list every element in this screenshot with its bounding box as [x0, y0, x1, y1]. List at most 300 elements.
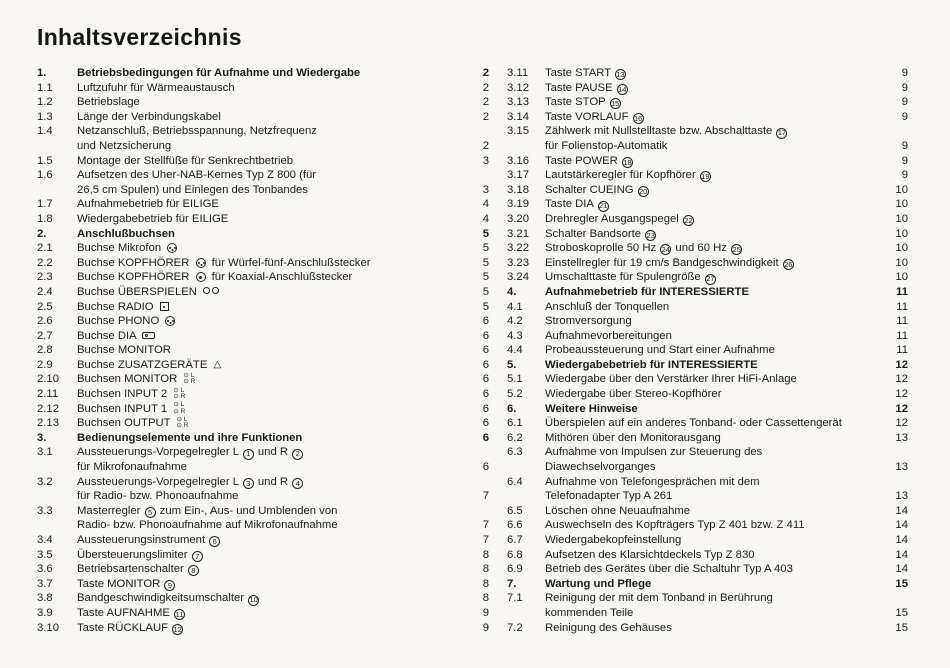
entry-label [77, 402, 463, 417]
entry-label [545, 504, 882, 519]
entry-page-number: 12 [895, 358, 908, 371]
entry-label-line: Schalter CUEING 20 [545, 183, 648, 196]
toc-entry [37, 431, 489, 446]
entry-label [545, 591, 882, 620]
circled-ref-number: 25 [732, 245, 741, 255]
circled-ref-number: 14 [618, 84, 627, 94]
entry-page-number: 9 [901, 139, 908, 152]
circled-ref-number: 11 [175, 609, 184, 619]
toc-entry [37, 110, 489, 125]
entry-number: 3.2 [37, 475, 53, 488]
entry-label-line: Taste PAUSE 14 [545, 81, 627, 94]
entry-number: 2.10 [37, 373, 59, 386]
entry-label-line: Reinigung der mit dem Tonband in Berührung [545, 592, 773, 605]
entry-number: 2.1 [37, 242, 53, 255]
toc-entry [507, 256, 908, 271]
entry-number: 7.2 [507, 621, 523, 634]
toc-entry [37, 256, 489, 271]
entry-label [545, 154, 882, 169]
entry-label-line: Anschlußbuchsen [77, 227, 175, 240]
stereo-lr-sockets-icon [173, 388, 185, 401]
toc-entry [37, 300, 489, 315]
entry-label-line: Drehregler Ausgangspegel 22 [545, 212, 693, 225]
entry-label [77, 372, 463, 387]
entry-page-number: 9 [901, 110, 908, 123]
entry-label-line: Taste POWER 18 [545, 154, 632, 167]
entry-page-number: 11 [896, 285, 908, 298]
entry-label [77, 154, 463, 169]
entry-label-line: Wartung und Pflege [545, 577, 652, 590]
entry-page-number: 8 [482, 563, 489, 576]
toc-entry [507, 372, 908, 387]
circled-ref-number: 21 [598, 201, 608, 211]
circled-ref-number: 9 [164, 580, 175, 591]
toc-entry [507, 197, 908, 212]
entry-label [545, 300, 882, 315]
entry-page-number: 4 [482, 198, 489, 211]
entry-label-line: Buchse DIA [77, 329, 457, 344]
entry-label-line: Buchsen INPUT 1 ⊙ L ⊙ R [77, 402, 457, 417]
entry-number: 3.7 [37, 577, 53, 590]
entry-number: 3.17 [507, 169, 529, 182]
entry-label [77, 621, 463, 636]
toc-entry [507, 110, 908, 125]
toc-entry [507, 402, 908, 417]
entry-number: 2.12 [37, 402, 59, 415]
entry-label-line: Überspielen auf ein anderes Tonband- oder Cassettengerät [545, 417, 842, 430]
entry-label-line: Aufnahme von Impulsen zur Steuerung des [545, 446, 763, 459]
entry-page-number: 2 [482, 67, 489, 79]
toc-entry [37, 606, 489, 621]
entry-number: 3.13 [507, 96, 529, 109]
radio-socket-icon [160, 302, 169, 311]
entry-label [545, 387, 882, 402]
entry-label [77, 591, 463, 606]
entry-number: 3.5 [37, 548, 53, 561]
entry-page-number: 5 [482, 300, 489, 313]
toc-column-right [507, 66, 908, 635]
entry-label [545, 475, 882, 504]
toc-entry [37, 212, 489, 227]
toc-entry [37, 577, 489, 592]
entry-page-number: 11 [896, 329, 908, 342]
entry-number: 2.4 [37, 285, 53, 298]
circled-ref-number: 16 [633, 113, 643, 123]
entry-label [545, 562, 882, 577]
entry-number: 2.13 [37, 417, 59, 430]
entry-page-number: 9 [901, 67, 908, 79]
entry-number: 3.12 [507, 81, 529, 94]
entry-page-number: 6 [482, 388, 489, 401]
entry-label-line: Buchse PHONO [77, 314, 457, 329]
toc-entry [507, 358, 908, 373]
entry-label-line: Buchsen OUTPUT ⊙ L ⊙ R [77, 416, 457, 431]
entry-number: 6.3 [507, 446, 523, 459]
entry-page-number: 2 [482, 81, 489, 94]
toc-entry [507, 285, 908, 300]
entry-label [77, 110, 463, 125]
entry-label [545, 66, 882, 81]
entry-page-number: 11 [896, 315, 908, 328]
toc-entry [37, 445, 489, 474]
circled-ref-number: 13 [616, 70, 625, 79]
toc-entry [37, 124, 489, 153]
toc-entry [37, 387, 489, 402]
entry-page-number: 10 [895, 227, 908, 240]
entry-page-number: 12 [895, 417, 908, 430]
entry-page-number: 5 [482, 242, 489, 255]
toc-entry [507, 124, 908, 153]
entry-label [77, 387, 463, 402]
entry-page-number: 2 [482, 110, 489, 123]
entry-label [545, 197, 882, 212]
toc-entry [507, 241, 908, 256]
entry-label [545, 227, 882, 242]
entry-number: 2.9 [37, 358, 53, 371]
entry-label-line: Taste STOP 15 [545, 96, 620, 109]
entry-label [77, 329, 463, 344]
circled-ref-number: 12 [173, 624, 182, 634]
entry-label [545, 402, 882, 417]
entry-number: 2.2 [37, 256, 53, 269]
entry-page-number: 14 [895, 519, 908, 532]
entry-page-number: 7 [482, 519, 489, 532]
toc-entry [37, 329, 489, 344]
entry-number: 3.1 [37, 446, 53, 459]
entry-page-number: 11 [896, 300, 908, 313]
entry-number: 3.15 [507, 125, 529, 138]
entry-number: 4.1 [507, 300, 523, 313]
toc-entry [37, 591, 489, 606]
entry-page-number: 10 [895, 198, 908, 211]
entry-label-line: und Netzsicherung [77, 139, 172, 152]
entry-number: 3.8 [37, 592, 53, 605]
circled-ref-number: 8 [188, 565, 199, 576]
entry-page-number: 7 [482, 490, 489, 503]
toc-entry [507, 577, 908, 592]
entry-label-line: Probeaussteuerung und Start einer Aufnahme [545, 344, 775, 357]
toc-entry [37, 372, 489, 387]
entry-page-number: 3 [482, 154, 489, 167]
entry-label [545, 95, 882, 110]
entry-label [77, 285, 463, 300]
toc-entry [37, 270, 489, 285]
entry-label-line: Luftzufuhr für Wärmeaustausch [77, 81, 235, 94]
entry-number: 3. [37, 431, 47, 444]
entry-page-number: 6 [482, 461, 489, 474]
toc-entry [37, 285, 489, 300]
entry-number: 6.7 [507, 534, 523, 546]
entry-page-number: 15 [895, 606, 908, 619]
entry-number: 5. [507, 358, 517, 371]
entry-label-line: Einstellregler für 19 cm/s Bandgeschwindigkeit 26 [545, 256, 793, 269]
entry-label [77, 241, 463, 256]
entry-label [545, 343, 882, 358]
entry-number: 6.1 [507, 417, 523, 430]
entry-label [77, 314, 463, 329]
din-socket-icon [167, 243, 177, 253]
entry-page-number: 5 [482, 256, 489, 269]
toc-entry [37, 533, 489, 548]
entry-page-number: 6 [482, 373, 489, 386]
entry-label [77, 270, 463, 285]
entry-number: 1.5 [37, 154, 53, 167]
entry-number: 3.18 [507, 183, 529, 196]
entry-label [77, 562, 463, 577]
entry-label [77, 416, 463, 431]
entry-number: 4.2 [507, 315, 523, 328]
circled-ref-number: 1 [243, 449, 254, 460]
entry-page-number: 6 [482, 315, 489, 328]
entry-page-number: 6 [482, 329, 489, 342]
toc-entry [507, 431, 908, 446]
page-title: Inhaltsverzeichnis [37, 24, 242, 50]
entry-number: 1. [37, 67, 47, 79]
entry-label-line: Länge der Verbindungskabel [77, 110, 221, 123]
entry-label [77, 212, 463, 227]
entry-label-line: Buchse KOPFHÖRER für Koaxial-Anschlußstecker [77, 271, 353, 284]
entry-label-line: Reinigung des Gehäuses [545, 621, 672, 634]
entry-label [545, 285, 882, 300]
entry-page-number: 10 [895, 242, 908, 255]
entry-label-line: Aufnahme von Telefongesprächen mit dem [545, 475, 760, 488]
entry-label-line: Wiedergabe über Stereo-Kopfhörer [545, 388, 722, 401]
entry-page-number: 12 [895, 388, 908, 401]
stereo-lr-sockets-icon [173, 402, 185, 415]
entry-number: 4. [507, 285, 517, 298]
entry-label [545, 533, 882, 548]
entry-label [545, 183, 882, 198]
entry-page-number: 2 [482, 139, 489, 152]
entry-page-number: 5 [482, 271, 489, 284]
entry-page-number: 14 [895, 534, 908, 546]
entry-label-line: Montage der Stellfüße für Senkrechtbetrieb [77, 154, 294, 167]
entry-number: 3.9 [37, 606, 53, 619]
toc-entry [37, 95, 489, 110]
entry-label [77, 95, 463, 110]
entry-number: 6.4 [507, 475, 523, 488]
toc-entry [507, 314, 908, 329]
toc-entry [37, 548, 489, 563]
entry-label [545, 270, 882, 285]
entry-label [77, 431, 463, 446]
coax-socket-icon [196, 272, 206, 282]
entry-label-line: Löschen ohne Neuaufnahme [545, 504, 691, 517]
toc-entry [507, 66, 908, 81]
entry-label-line: Übersteuerungslimiter 7 [77, 548, 457, 563]
entry-number: 3.3 [37, 504, 53, 517]
entry-number: 4.3 [507, 329, 523, 342]
toc-entry [37, 416, 489, 431]
entry-number: 3.23 [507, 256, 529, 269]
entry-label-line: kommenden Teile [545, 606, 634, 619]
entry-label [545, 431, 882, 446]
entry-page-number: 6 [482, 431, 489, 444]
entry-number: 2. [37, 227, 47, 240]
entry-number: 1.4 [37, 125, 53, 138]
entry-page-number: 14 [895, 548, 908, 561]
toc-entry [507, 227, 908, 242]
entry-number: 7. [507, 577, 517, 590]
entry-page-number: 6 [482, 402, 489, 415]
circled-ref-number: 3 [243, 478, 254, 489]
entry-label [545, 372, 882, 387]
toc-entry [507, 343, 908, 358]
toc-entry [507, 621, 908, 636]
entry-label [77, 504, 463, 533]
entry-page-number: 9 [901, 96, 908, 109]
toc-entry [507, 81, 908, 96]
dual-socket-icon [203, 287, 220, 296]
entry-label [77, 358, 463, 373]
entry-label-line: Bandgeschwindigkeitsumschalter 10 [77, 592, 258, 605]
entry-label-line: Buchse Mikrofon [77, 241, 457, 256]
entry-number: 1.3 [37, 110, 53, 123]
entry-page-number: 9 [901, 169, 908, 182]
entry-label [77, 577, 463, 592]
entry-label-line: Netzanschluß, Betriebsspannung, Netzfrequenz [77, 125, 317, 138]
entry-number: 3.11 [507, 67, 529, 79]
entry-page-number: 5 [482, 227, 489, 240]
entry-label [77, 475, 463, 504]
entry-label-line: Anschluß der Tonquellen [545, 300, 670, 313]
entry-label [545, 416, 882, 431]
entry-label-line: Radio- bzw. Phonoaufnahme auf Mikrofonaufnahme [77, 519, 338, 532]
entry-label [545, 358, 882, 373]
toc-entry [507, 183, 908, 198]
entry-label-line: Wiedergabebetrieb für INTERESSIERTE [545, 358, 758, 371]
entry-page-number: 13 [895, 461, 908, 474]
entry-page-number: 6 [482, 358, 489, 371]
entry-label-line: Stromversorgung [545, 315, 632, 328]
toc-entry [507, 562, 908, 577]
din-socket-icon [165, 316, 175, 326]
entry-label-line: Aussteuerungs-Vorpegelregler L 3 und R 4 [77, 475, 457, 490]
toc-entry [37, 227, 489, 242]
entry-label [545, 621, 882, 636]
entry-label-line: 26,5 cm Spulen) und Einlegen des Tonbandes [77, 183, 308, 196]
entry-page-number: 10 [895, 183, 908, 196]
entry-number: 3.6 [37, 563, 53, 576]
entry-label [545, 548, 882, 563]
circled-ref-number: 23 [646, 230, 655, 240]
entry-page-number: 11 [896, 344, 908, 357]
entry-label [545, 445, 882, 474]
toc-entry [507, 300, 908, 315]
entry-number: 2.5 [37, 300, 53, 313]
entry-label [77, 227, 463, 242]
entry-label-line: Auswechseln des Kopfträgers Typ Z 401 bzw. Z 411 [545, 519, 805, 532]
entry-label-line: Schalter Bandsorte 23 [545, 227, 655, 240]
entry-number: 3.21 [507, 227, 529, 240]
entry-label-line: Taste START 13 [545, 67, 625, 79]
circled-ref-number: 6 [209, 536, 220, 547]
entry-page-number: 10 [895, 256, 908, 269]
entry-label-line: Aufsetzen des Klarsichtdeckels Typ Z 830 [545, 548, 755, 561]
entry-label-line: für Radio- bzw. Phonoaufnahme [77, 490, 239, 503]
entry-page-number: 9 [901, 154, 908, 167]
entry-page-number: 12 [895, 373, 908, 386]
entry-label-line: Weitere Hinweise [545, 402, 638, 415]
toc-entry [507, 270, 908, 285]
entry-page-number: 13 [895, 490, 908, 503]
din-socket-icon [196, 258, 206, 268]
entry-page-number: 9 [482, 621, 489, 634]
entry-number: 3.10 [37, 621, 59, 634]
toc-entry [37, 66, 489, 81]
entry-label-line: Betriebsbedingungen für Aufnahme und Wiedergabe [77, 67, 361, 79]
entry-label-line: Lautstärkeregler für Kopfhörer 19 [545, 169, 710, 182]
entry-label-line: Stroboskoprolle 50 Hz 24 und 60 Hz 25 [545, 242, 741, 255]
entry-label [77, 66, 463, 81]
entry-label-line: Buchse ZUSATZGERÄTE △ [77, 358, 222, 371]
entry-label [545, 518, 882, 533]
entry-label-line: Diawechselvorganges [545, 461, 656, 474]
entry-label-line: Telefonadapter Typ A 261 [545, 490, 673, 503]
entry-label-line: für Folienstop-Automatik [545, 139, 668, 152]
circled-ref-number: 4 [292, 478, 303, 489]
toc-entry [37, 562, 489, 577]
circled-ref-number: 19 [701, 172, 710, 182]
entry-number: 6.8 [507, 548, 523, 561]
toc-entry [507, 329, 908, 344]
entry-label-line: Taste DIA 21 [545, 198, 608, 211]
toc-entry [37, 504, 489, 533]
entry-label-line: Aufnahmebetrieb für INTERESSIERTE [545, 285, 749, 298]
entry-label [77, 606, 463, 621]
entry-label-line: Betriebslage [77, 96, 140, 109]
entry-number: 1.8 [37, 212, 53, 225]
entry-number: 3.24 [507, 271, 529, 284]
circled-ref-number: 26 [784, 259, 793, 269]
circled-ref-number: 27 [706, 274, 715, 284]
entry-label-line: Wiedergabebetrieb für EILIGE [77, 212, 229, 225]
circled-ref-number: 18 [623, 157, 632, 167]
entry-number: 3.19 [507, 198, 529, 211]
entry-number: 7.1 [507, 592, 523, 605]
entry-label-line: Buchse RADIO [77, 300, 457, 315]
entry-label-line: Wiedergabe über den Verstärker Ihrer HiFi-Anlage [545, 373, 797, 386]
entry-page-number: 8 [482, 548, 489, 561]
entry-page-number: 8 [482, 592, 489, 605]
toc-entry [37, 154, 489, 169]
entry-page-number: 14 [895, 504, 908, 517]
entry-page-number: 9 [482, 606, 489, 619]
entry-label-line: Umschalttaste für Spulengröße 27 [545, 271, 715, 284]
circled-ref-number: 15 [610, 99, 620, 109]
entry-label-line: Masterregler 5 zum Ein-, Aus- und Umblenden von [77, 504, 338, 517]
toc-entry [37, 343, 489, 358]
entry-page-number: 4 [482, 212, 489, 225]
entry-page-number: 14 [895, 563, 908, 576]
circled-ref-number: 5 [145, 507, 156, 518]
entry-number: 3.4 [37, 534, 53, 546]
toc-entry [507, 548, 908, 563]
entry-label [77, 168, 463, 197]
entry-label-line: Taste AUFNAHME 11 [77, 606, 184, 619]
entry-label [545, 256, 882, 271]
entry-label-line: Mithören über den Monitorausgang [545, 431, 721, 444]
entry-page-number: 10 [895, 212, 908, 225]
entry-label [545, 577, 882, 592]
entry-label-line: Aufnahmevorbereitungen [545, 329, 672, 342]
entry-page-number: 8 [482, 577, 489, 590]
entry-number: 4.4 [507, 344, 523, 357]
entry-number: 3.16 [507, 154, 529, 167]
entry-label-line: Buchse KOPFHÖRER für Würfel-fünf-Anschlußstecker [77, 256, 371, 269]
toc-entry [37, 314, 489, 329]
entry-label [77, 548, 463, 563]
